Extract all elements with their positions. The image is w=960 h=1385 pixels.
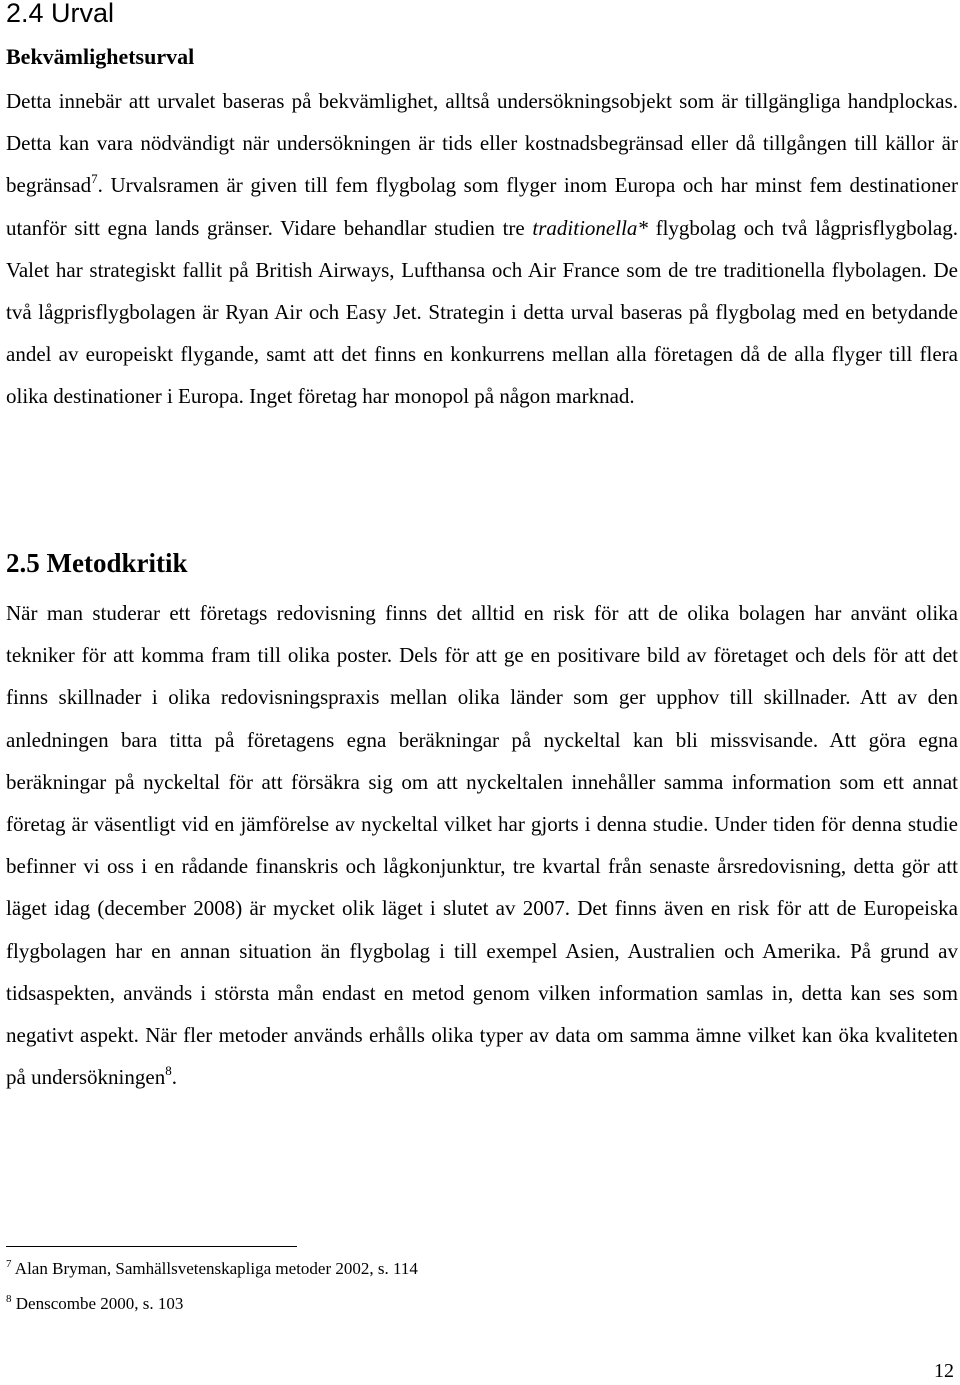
paragraph-metodkritik bbox=[6, 592, 958, 1098]
page-number: 12 bbox=[934, 1360, 954, 1382]
footnote-8 bbox=[6, 1294, 183, 1314]
footnote-text: Denscombe 2000, s. 103 bbox=[11, 1294, 184, 1313]
section-heading-metodkritik: 2.5 Metodkritik bbox=[6, 548, 188, 578]
footnote-ref-8[interactable]: 8 bbox=[165, 1063, 172, 1079]
paragraph-urval bbox=[6, 80, 958, 418]
text-span: Detta innebär att urvalet baseras på bekvämlighet, alltså undersökningsobjekt som är tillgängliga handplockas. Detta kan vara nödvändigt när undersökningen är tids eller kostnadsbegränsad eller då tillgången till källor är begränsad bbox=[6, 89, 958, 198]
footnote-ref-7[interactable]: 7 bbox=[91, 171, 98, 187]
footnote-7 bbox=[6, 1259, 418, 1279]
footnote-number: 7 bbox=[6, 1258, 12, 1270]
text-span: När man studerar ett företags redovisning finns det alltid en risk för att de olika bolagen har använt olika tekniker för att komma fram till olika poster. Dels för att ge en positivare bild av företaget och dels för att det finns skillnader i olika redovisningspraxis mellan olika länder som ger upphov till skillnader. Att av den anledningen bara titta på företagens egna beräkningar på nyckeltal kan bli missvisande. Att göra egna beräkningar på nyckeltal för att försäkra sig om att nyckeltalen innehåller samma information som ett annat företag är väsentligt vid en jämförelse av nyckeltal vilket har gjorts i denna studie. Under tiden för denna studie befinner vi oss i en rådande finanskris och lågkonjunktur, tre kvartal från senaste årsredovisning, detta gör att läget idag (december 2008) är mycket olik läget i slutet av 2007. Det finns även en risk för att de Europeiska flygbolagen har en annan situation än flygbolag i till exempel Asien, Australien och Amerika. På grund av tidsaspekten, används i största mån endast en metod genom vilken information samlas in, detta kan ses som negativt aspekt. När fler metoder används erhålls olika typer av data om samma ämne vilket kan öka kvaliteten på undersökningen bbox=[6, 601, 958, 1090]
text-span: flygbolag och två lågprisflygbolag. Valet har strategiskt fallit på British Airways, Lufthansa och Air France som de tre traditionella flybolagen. De två lågprisflygbolagen är Ryan Air och Easy Jet. Strategin i detta urval baseras på flygbolag med en betydande andel av europeiskt flygande, samt att det finns en konkurrens mellan alla företagen då de alla flyger till flera olika destinationer i Europa. Inget företag har monopol på någon marknad. bbox=[6, 215, 958, 409]
subheading-bekvamlighetsurval: Bekvämlighetsurval bbox=[6, 44, 195, 69]
footnote-separator bbox=[6, 1246, 297, 1247]
text-span: . bbox=[171, 1065, 177, 1090]
text-span: . Urvalsramen är given till fem flygbolag som flyger inom Europa och har minst fem destinationer utanför sitt egna lands gränser. Vidare behandlar studien tre bbox=[6, 173, 958, 240]
section-heading-urval: 2.4 Urval bbox=[6, 0, 115, 28]
italic-term: traditionella* bbox=[532, 215, 648, 240]
footnote-text: Alan Bryman, Samhällsvetenskapliga metoder 2002, s. 114 bbox=[11, 1259, 418, 1278]
footnote-number: 8 bbox=[6, 1293, 12, 1305]
